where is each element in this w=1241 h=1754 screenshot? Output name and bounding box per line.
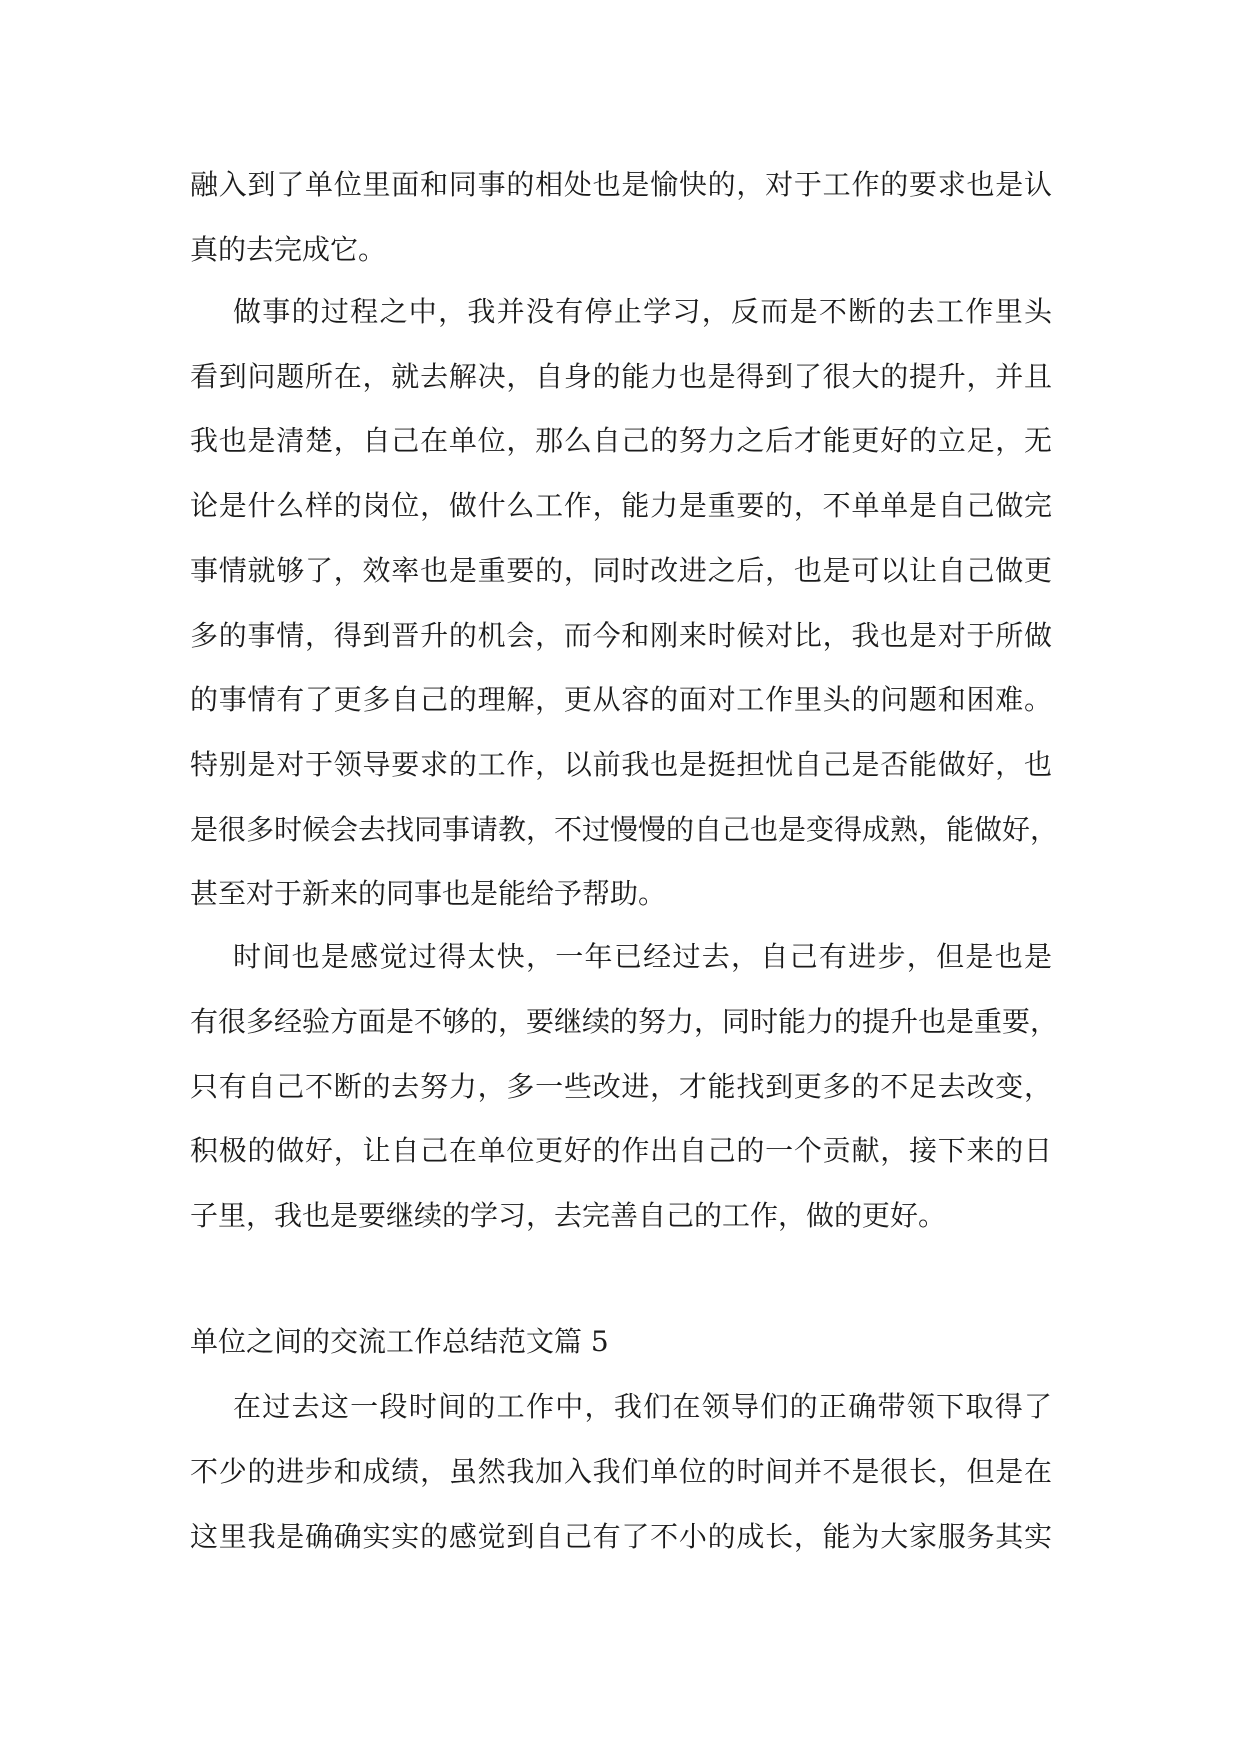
paragraph-3-line-1: 时间也是感觉过得太快，一年已经过去，自己有进步，但是也是 [233,940,1052,973]
paragraph-3-line-3: 只有自己不断的去努力，多一些改进，才能找到更多的不足去改变， [190,1070,1052,1103]
paragraph-3-line-2: 有很多经验方面是不够的，要继续的努力，同时能力的提升也是重要， [190,1005,1059,1038]
paragraph-3-line-4: 积极的做好，让自己在单位更好的作出自己的一个贡献，接下来的日 [190,1134,1052,1167]
paragraph-2-line-4: 论是什么样的岗位，做什么工作，能力是重要的，不单单是自己做完 [190,489,1052,522]
paragraph-2-line-2: 看到问题所在，就去解决，自身的能力也是得到了很大的提升，并且 [190,360,1052,393]
paragraph-1-line-2: 真的去完成它。 [190,233,387,266]
paragraph-4-line-1: 在过去这一段时间的工作中，我们在领导们的正确带领下取得了 [233,1390,1052,1423]
paragraph-4-line-3: 这里我是确确实实的感觉到自己有了不小的成长，能为大家服务其实 [190,1520,1052,1553]
paragraph-1-line-1: 融入到了单位里面和同事的相处也是愉快的，对于工作的要求也是认 [190,168,1052,201]
paragraph-2-line-9: 是很多时候会去找同事请教，不过慢慢的自己也是变得成熟，能做好， [190,813,1059,846]
paragraph-2-line-1: 做事的过程之中，我并没有停止学习，反而是不断的去工作里头 [233,295,1052,328]
paragraph-2-line-10: 甚至对于新来的同事也是能给予帮助。 [190,877,667,910]
paragraph-2-line-7: 的事情有了更多自己的理解，更从容的面对工作里头的问题和困难。 [190,683,1052,716]
paragraph-2-line-5: 事情就够了，效率也是重要的，同时改进之后，也是可以让自己做更 [190,554,1052,587]
paragraph-4-line-2: 不少的进步和成绩，虽然我加入我们单位的时间并不是很长，但是在 [190,1455,1052,1488]
paragraph-2-line-8: 特别是对于领导要求的工作，以前我也是挺担忧自己是否能做好，也 [190,748,1052,781]
paragraph-2-line-6: 多的事情，得到晋升的机会，而今和刚来时候对比，我也是对于所做 [190,619,1052,652]
section-heading: 单位之间的交流工作总结范文篇 5 [190,1325,609,1358]
paragraph-3-line-5: 子里，我也是要继续的学习，去完善自己的工作，做的更好。 [190,1199,947,1232]
paragraph-2-line-3: 我也是清楚，自己在单位，那么自己的努力之后才能更好的立足，无 [190,424,1052,457]
